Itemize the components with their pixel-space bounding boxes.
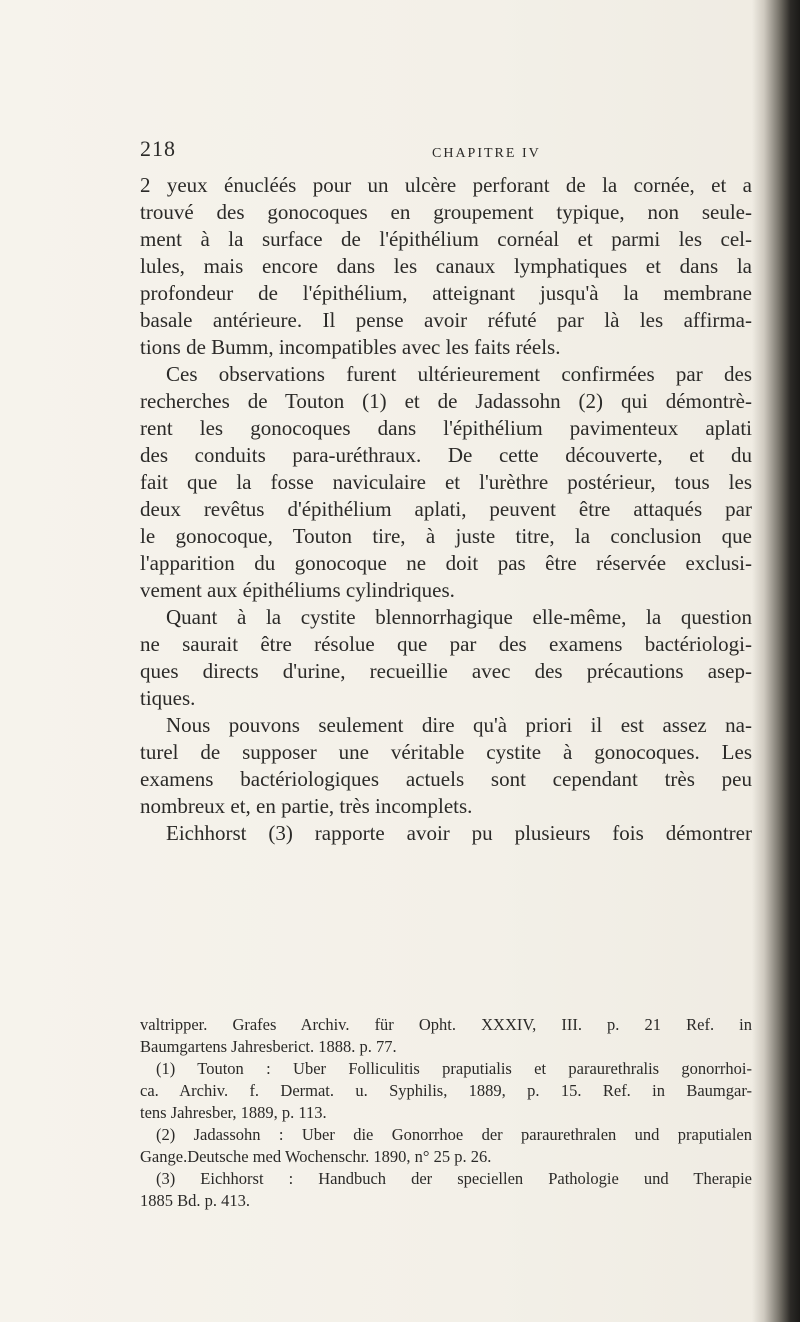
text-line: le gonocoque, Touton tire, à juste titre, la conclusion que [140,524,752,548]
text-line: trouvé des gonocoques en groupement typique, non seule- [140,200,752,224]
footnote-line: valtripper. Grafes Archiv. für Opht. XXXIV, III. p. 21 Ref. in [140,1015,752,1034]
text-line: tiques. [140,686,196,710]
text-line: Quant à la cystite blennorrhagique elle-même, la question [166,605,752,629]
text-line: rent les gonocoques dans l'épithélium pavimenteux aplati [140,416,752,440]
text-line: ment à la surface de l'épithélium cornéal et parmi les cel- [140,227,752,251]
footnote-line: ca. Archiv. f. Dermat. u. Syphilis, 1889, p. 15. Ref. in Baumgar- [140,1081,752,1100]
running-head [140,136,760,164]
page-edge-shadow [752,0,800,1322]
text-line: profondeur de l'épithélium, atteignant jusqu'à la membrane [140,281,752,305]
text-line: nombreux et, en partie, très incomplets. [140,794,473,818]
text-line: l'apparition du gonocoque ne doit pas être réservée exclusi- [140,551,752,575]
footnote-line: (3) Eichhorst : Handbuch der speciellen Pathologie und Therapie [156,1169,752,1188]
text-line: fait que la fosse naviculaire et l'urèthre postérieur, tous les [140,470,752,494]
footnote-line: tens Jahresber, 1889, p. 113. [140,1103,327,1122]
footnote-line: Baumgartens Jahresberict. 1888. p. 77. [140,1037,397,1056]
body-text [140,172,752,847]
footnote-line: Gange.Deutsche med Wochenschr. 1890, n° 25 p. 26. [140,1147,492,1166]
page-number: 218 [140,136,176,161]
text-line: Nous pouvons seulement dire qu'à priori il est assez na- [166,713,752,737]
text-line: Eichhorst (3) rapporte avoir pu plusieurs fois démontrer [166,821,752,845]
text-line: tions de Bumm, incompatibles avec les faits réels. [140,335,561,359]
text-line: vement aux épithéliums cylindriques. [140,578,455,602]
text-line: lules, mais encore dans les canaux lymphatiques et dans la [140,254,752,278]
footnotes [140,1014,752,1212]
text-line: ques directs d'urine, recueillie avec des précautions asep- [140,659,752,683]
footnote-line: (1) Touton : Uber Folliculitis praputialis et paraurethralis gonorrhoi- [156,1059,752,1078]
text-line: ne saurait être résolue que par des examens bactériologi- [140,632,752,656]
text-line: recherches de Touton (1) et de Jadassohn (2) qui démontrè- [140,389,752,413]
text-line: des conduits para-uréthraux. De cette découverte, et du [140,443,752,467]
text-line: 2 yeux énucléés pour un ulcère perforant de la cornée, et a [140,173,752,197]
text-line: basale antérieure. Il pense avoir réfuté par là les affirma- [140,308,752,332]
footnote-line: (2) Jadassohn : Uber die Gonorrhoe der paraurethralen und praputialen [156,1125,752,1144]
text-line: turel de supposer une véritable cystite à gonocoques. Les [140,740,752,764]
text-line: examens bactériologiques actuels sont cependant très peu [140,767,752,791]
text-line: Ces observations furent ultérieurement confirmées par des [166,362,752,386]
chapter-title: CHAPITRE IV [432,146,541,161]
footnote-line: 1885 Bd. p. 413. [140,1191,251,1210]
text-line: deux revêtus d'épithélium aplati, peuvent être attaqués par [140,497,752,521]
